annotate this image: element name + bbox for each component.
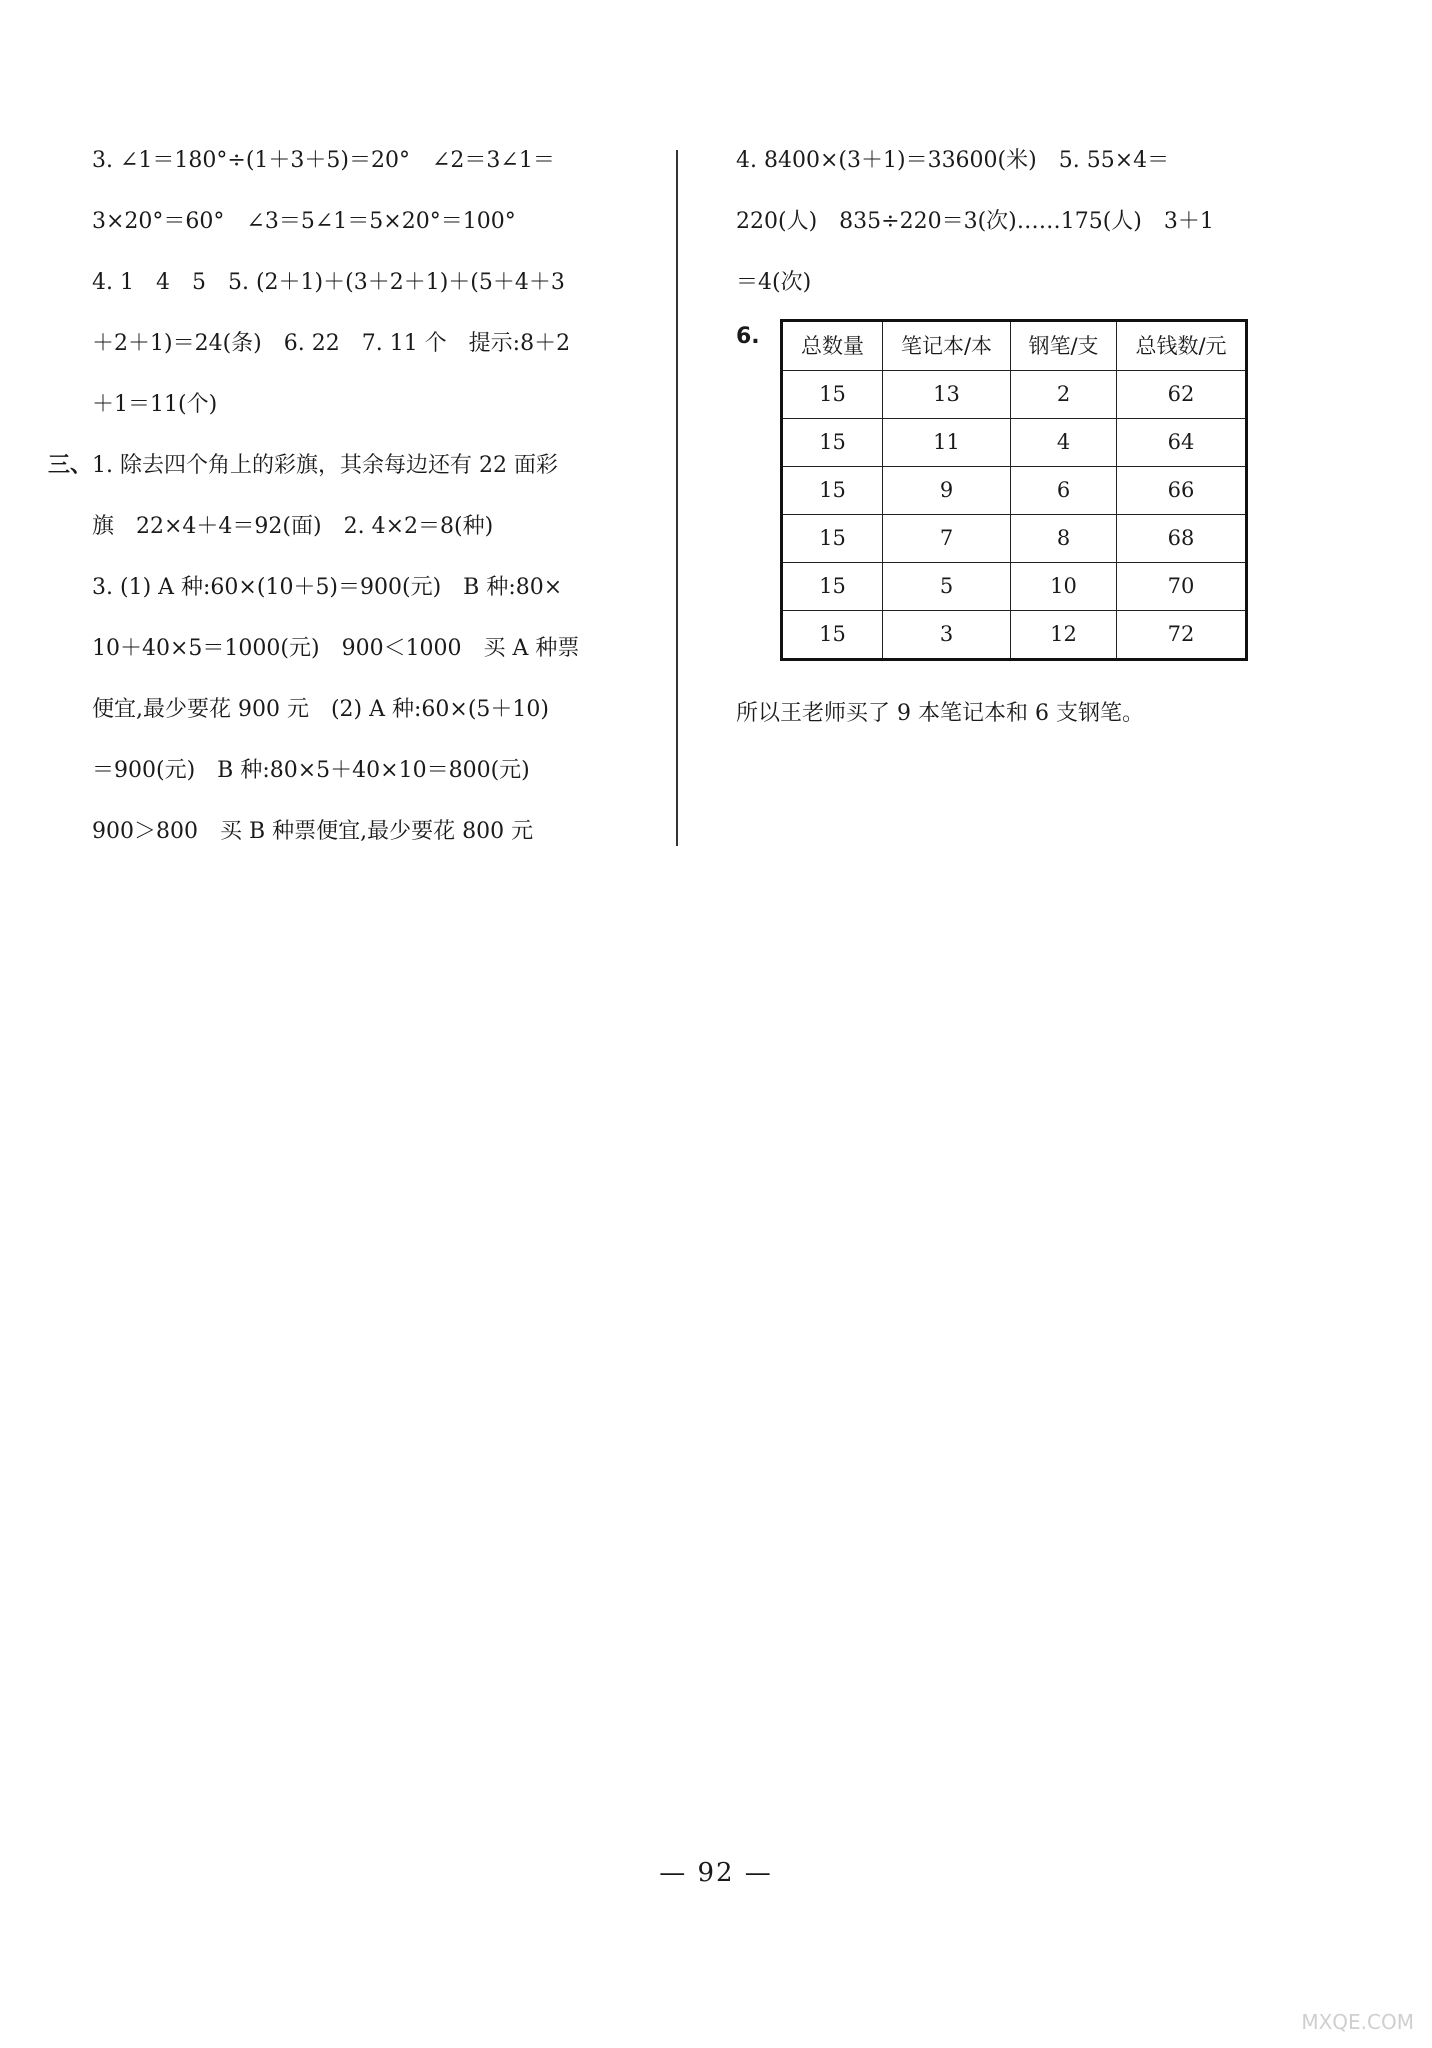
table-row: [782, 563, 1247, 611]
table-header: 钢笔/支: [1011, 321, 1117, 371]
table-cell: 70: [1117, 563, 1247, 611]
table-cell: 15: [782, 419, 883, 467]
answer-line: ＝900(元) B 种:80×5＋40×10＝800(元): [92, 758, 530, 783]
answer-line: 4. 1 4 5 5. (2＋1)＋(3＋2＋1)＋(5＋4＋3: [92, 270, 565, 295]
table-row: [782, 515, 1247, 563]
column-divider: [676, 150, 678, 846]
table-cell: 15: [782, 611, 883, 660]
question-number: 6.: [736, 324, 760, 349]
table-cell: 66: [1117, 467, 1247, 515]
table-cell: 62: [1117, 371, 1247, 419]
table-cell: 15: [782, 371, 883, 419]
table-cell: 2: [1011, 371, 1117, 419]
table-cell: 68: [1117, 515, 1247, 563]
table-header: 总钱数/元: [1117, 321, 1247, 371]
answer-line: 3. (1) A 种:60×(10＋5)＝900(元) B 种:80×: [92, 575, 563, 600]
table-cell: 15: [782, 563, 883, 611]
page-number: — 92 —: [659, 1858, 773, 1888]
table-cell: 64: [1117, 419, 1247, 467]
table-cell: 6: [1011, 467, 1117, 515]
table-cell: 7: [883, 515, 1011, 563]
answer-line: 3×20°＝60° ∠3＝5∠1＝5×20°＝100°: [92, 209, 516, 234]
answer-line: 10＋40×5＝1000(元) 900＜1000 买 A 种票: [92, 636, 580, 661]
watermark: [1244, 1972, 1414, 2034]
table-header: 笔记本/本: [883, 321, 1011, 371]
section-marker: 三、: [48, 452, 93, 478]
answer-line: 220(人) 835÷220＝3(次)……175(人) 3＋1: [736, 209, 1214, 234]
table-row: [782, 467, 1247, 515]
answer-line: ＋1＝11(个): [92, 392, 218, 417]
table-cell: 15: [782, 515, 883, 563]
table-cell: 10: [1011, 563, 1117, 611]
table-header-row: [782, 321, 1247, 371]
answer-line: 便宜,最少要花 900 元 (2) A 种:60×(5＋10): [92, 697, 550, 722]
table-cell: 11: [883, 419, 1011, 467]
table-cell: 3: [883, 611, 1011, 660]
table-cell: 15: [782, 467, 883, 515]
table-row: [782, 419, 1247, 467]
table-cell: 72: [1117, 611, 1247, 660]
watermark-text: MXQE.COM: [1301, 2010, 1414, 2034]
answer-line: ＝4(次): [736, 270, 812, 295]
answer-line: 900＞800 买 B 种票便宜,最少要花 800 元: [92, 819, 534, 844]
right-column: [736, 130, 1256, 744]
answer-table: [780, 319, 1248, 661]
left-column: [48, 130, 664, 862]
table-cell: 13: [883, 371, 1011, 419]
answer-line: 旗 22×4＋4＝92(面) 2. 4×2＝8(种): [92, 514, 494, 539]
table-row: [782, 611, 1247, 660]
table-cell: 12: [1011, 611, 1117, 660]
table-header: 总数量: [782, 321, 883, 371]
answer-text: 1. 除去四个角上的彩旗，其余每边还有 22 面彩: [92, 453, 558, 478]
conclusion-text: 所以王老师买了 9 本笔记本和 6 支钢笔。: [736, 701, 1144, 726]
table-cell: 4: [1011, 419, 1117, 467]
table-cell: 9: [883, 467, 1011, 515]
answer-line: 4. 8400×(3＋1)＝33600(米) 5. 55×4＝: [736, 148, 1170, 173]
table-row: [782, 371, 1247, 419]
answer-6-table-block: [736, 317, 1256, 675]
answer-line: ＋2＋1)＝24(条) 6. 22 7. 11 个 提示:8＋2: [92, 331, 571, 356]
answer-line: 3. ∠1＝180°÷(1＋3＋5)＝20° ∠2＝3∠1＝: [92, 148, 555, 173]
table-cell: 5: [883, 563, 1011, 611]
table-cell: 8: [1011, 515, 1117, 563]
section-three-first-line: [48, 435, 664, 496]
